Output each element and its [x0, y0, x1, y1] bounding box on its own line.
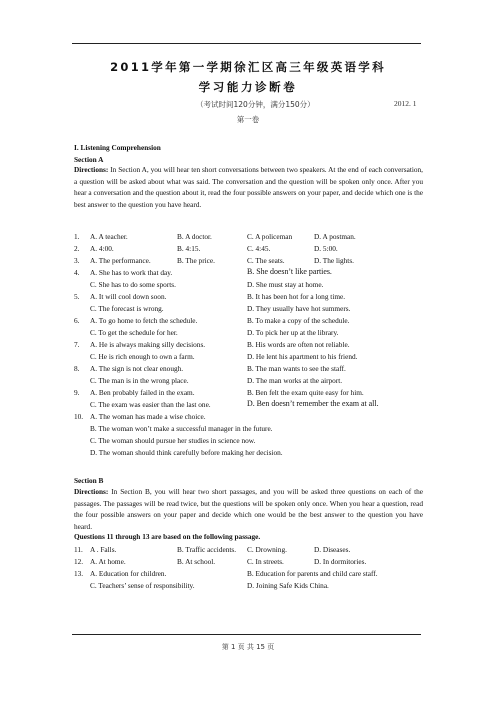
directions-label: Directions:	[74, 487, 109, 496]
option-d: D. The man works at the airport.	[247, 376, 343, 385]
part-heading: I. Listening Comprehension	[74, 143, 161, 152]
option-c: C. The seats.	[247, 256, 285, 265]
question-number: 9.	[74, 388, 80, 397]
option-c: C. A policeman	[247, 232, 293, 241]
option-a: A. He is always making silly decisions.	[90, 340, 206, 349]
question-number: 11.	[74, 545, 83, 554]
option-d: D. In dormitories.	[314, 557, 367, 566]
question-number: 10.	[74, 412, 84, 421]
option-b: B. It has been hot for a long time.	[247, 292, 346, 301]
option-b: B. 4:15.	[177, 244, 201, 253]
option-a: A. Education for children.	[90, 569, 167, 578]
directions-text: In Section A, you will hear ten short conversations between two speakers. At the end of each conversation, a question will be asked about what was said. The conversation and the question will be spoken only once. After you hear a conversation and the question about it, read the four possible answers on your paper, and decide which one is the best answer to the question you have heard.	[74, 165, 423, 209]
question-number: 1.	[74, 232, 80, 241]
option-d: D. A postman.	[314, 232, 356, 241]
option-c: C. He is rich enough to own a farm.	[90, 352, 195, 361]
option-b: B. His words are often not reliable.	[247, 340, 350, 349]
option-d: D. Joining Safe Kids China.	[247, 581, 329, 590]
passage-heading: Questions 11 through 13 are based on the following passage.	[74, 532, 261, 541]
question-number: 5.	[74, 292, 80, 301]
volume-label: 第一卷	[236, 115, 260, 124]
option-d: D. 5:00.	[314, 244, 338, 253]
option-d: D. To pick her up at the library.	[247, 328, 339, 337]
question-number: 4.	[74, 268, 80, 277]
exam-info: （考试时间120分钟，满分150分）	[196, 100, 315, 109]
option-c: C. 4:45.	[247, 244, 271, 253]
footer-rule	[72, 634, 421, 635]
option-a: A. The woman has made a wise choice.	[90, 412, 206, 421]
option-d: D. They usually have hot summers.	[247, 304, 351, 313]
option-a: A. The performance.	[90, 256, 151, 265]
option-a: A. At home.	[90, 557, 126, 566]
option-d: D. Diseases.	[314, 545, 351, 554]
exam-date: 2012. 1	[394, 99, 417, 108]
exam-subtitle: 学习能力诊断卷	[198, 80, 298, 94]
section-a-heading: Section A	[74, 155, 104, 164]
exam-title: 2011学年第一学期徐汇区高三年级英语学科	[110, 60, 386, 74]
option-c: C. To get the schedule for her.	[90, 328, 178, 337]
option-c: C. Drowning.	[247, 545, 287, 554]
option-c: C. The forecast is wrong.	[90, 304, 164, 313]
question-number: 3.	[74, 256, 80, 265]
question-number: 6.	[74, 316, 80, 325]
option-b: B. At school.	[177, 557, 216, 566]
option-b: B. Ben felt the exam quite easy for him.	[247, 388, 364, 397]
option-c: C. The woman should pursue her studies in science now.	[90, 436, 256, 445]
directions-label: Directions:	[74, 165, 109, 174]
option-c: C. In streets.	[247, 557, 284, 566]
option-d: D. The woman should think carefully before making her decision.	[90, 448, 283, 457]
option-b: B. The woman won’t make a successful manager in the future.	[90, 424, 273, 433]
option-a: A. She has to work that day.	[90, 268, 173, 277]
option-d: D. She must stay at home.	[247, 280, 324, 289]
option-a: A. A teacher.	[90, 232, 128, 241]
option-b: B. The price.	[177, 256, 215, 265]
header-rule	[72, 43, 421, 44]
page-number: 第 1 页 共 15 页	[221, 643, 275, 651]
option-c: C. The man is in the wrong place.	[90, 376, 189, 385]
question-number: 2.	[74, 244, 80, 253]
section-b-heading: Section B	[74, 476, 104, 485]
question-number: 12.	[74, 557, 84, 566]
option-a: A. It will cool down soon.	[90, 292, 167, 301]
section-a-directions	[74, 164, 423, 210]
option-a: A. The sign is not clear enough.	[90, 364, 184, 373]
option-b: B. She doesn’t like parties.	[247, 267, 332, 276]
option-b: B. The man wants to see the staff.	[247, 364, 346, 373]
option-d: D. Ben doesn’t remember the exam at all.	[247, 399, 379, 408]
option-d: D. He lent his apartment to his friend.	[247, 352, 358, 361]
option-b: B. To make a copy of the schedule.	[247, 316, 350, 325]
option-d: D. The lights.	[314, 256, 354, 265]
option-a: A. 4:00.	[90, 244, 114, 253]
option-b: B. Traffic accidents.	[177, 545, 237, 554]
section-b-directions	[74, 486, 423, 532]
option-c: C. The exam was easier than the last one.	[90, 400, 211, 409]
option-b: B. A doctor.	[177, 232, 212, 241]
question-number: 13.	[74, 569, 84, 578]
option-c: C. Teachers’ sense of responsibility.	[90, 581, 195, 590]
option-a: A. To go home to fetch the schedule.	[90, 316, 198, 325]
option-a: A. Ben probably failed in the exam.	[90, 388, 195, 397]
option-c: C. She has to do some sports.	[90, 280, 176, 289]
question-number: 7.	[74, 340, 80, 349]
option-a: A . Falls.	[90, 545, 117, 554]
option-b: B. Education for parents and child care staff.	[247, 569, 378, 578]
directions-text: In Section B, you will hear two short passages, and you will be asked three questions on each of the passages. The passages will be read twice, but the questions will be spoken only once. When you hear a question, read the four possible answers on your paper and decide which one would be the best answer to the question you have heard.	[74, 487, 423, 531]
question-number: 8.	[74, 364, 80, 373]
